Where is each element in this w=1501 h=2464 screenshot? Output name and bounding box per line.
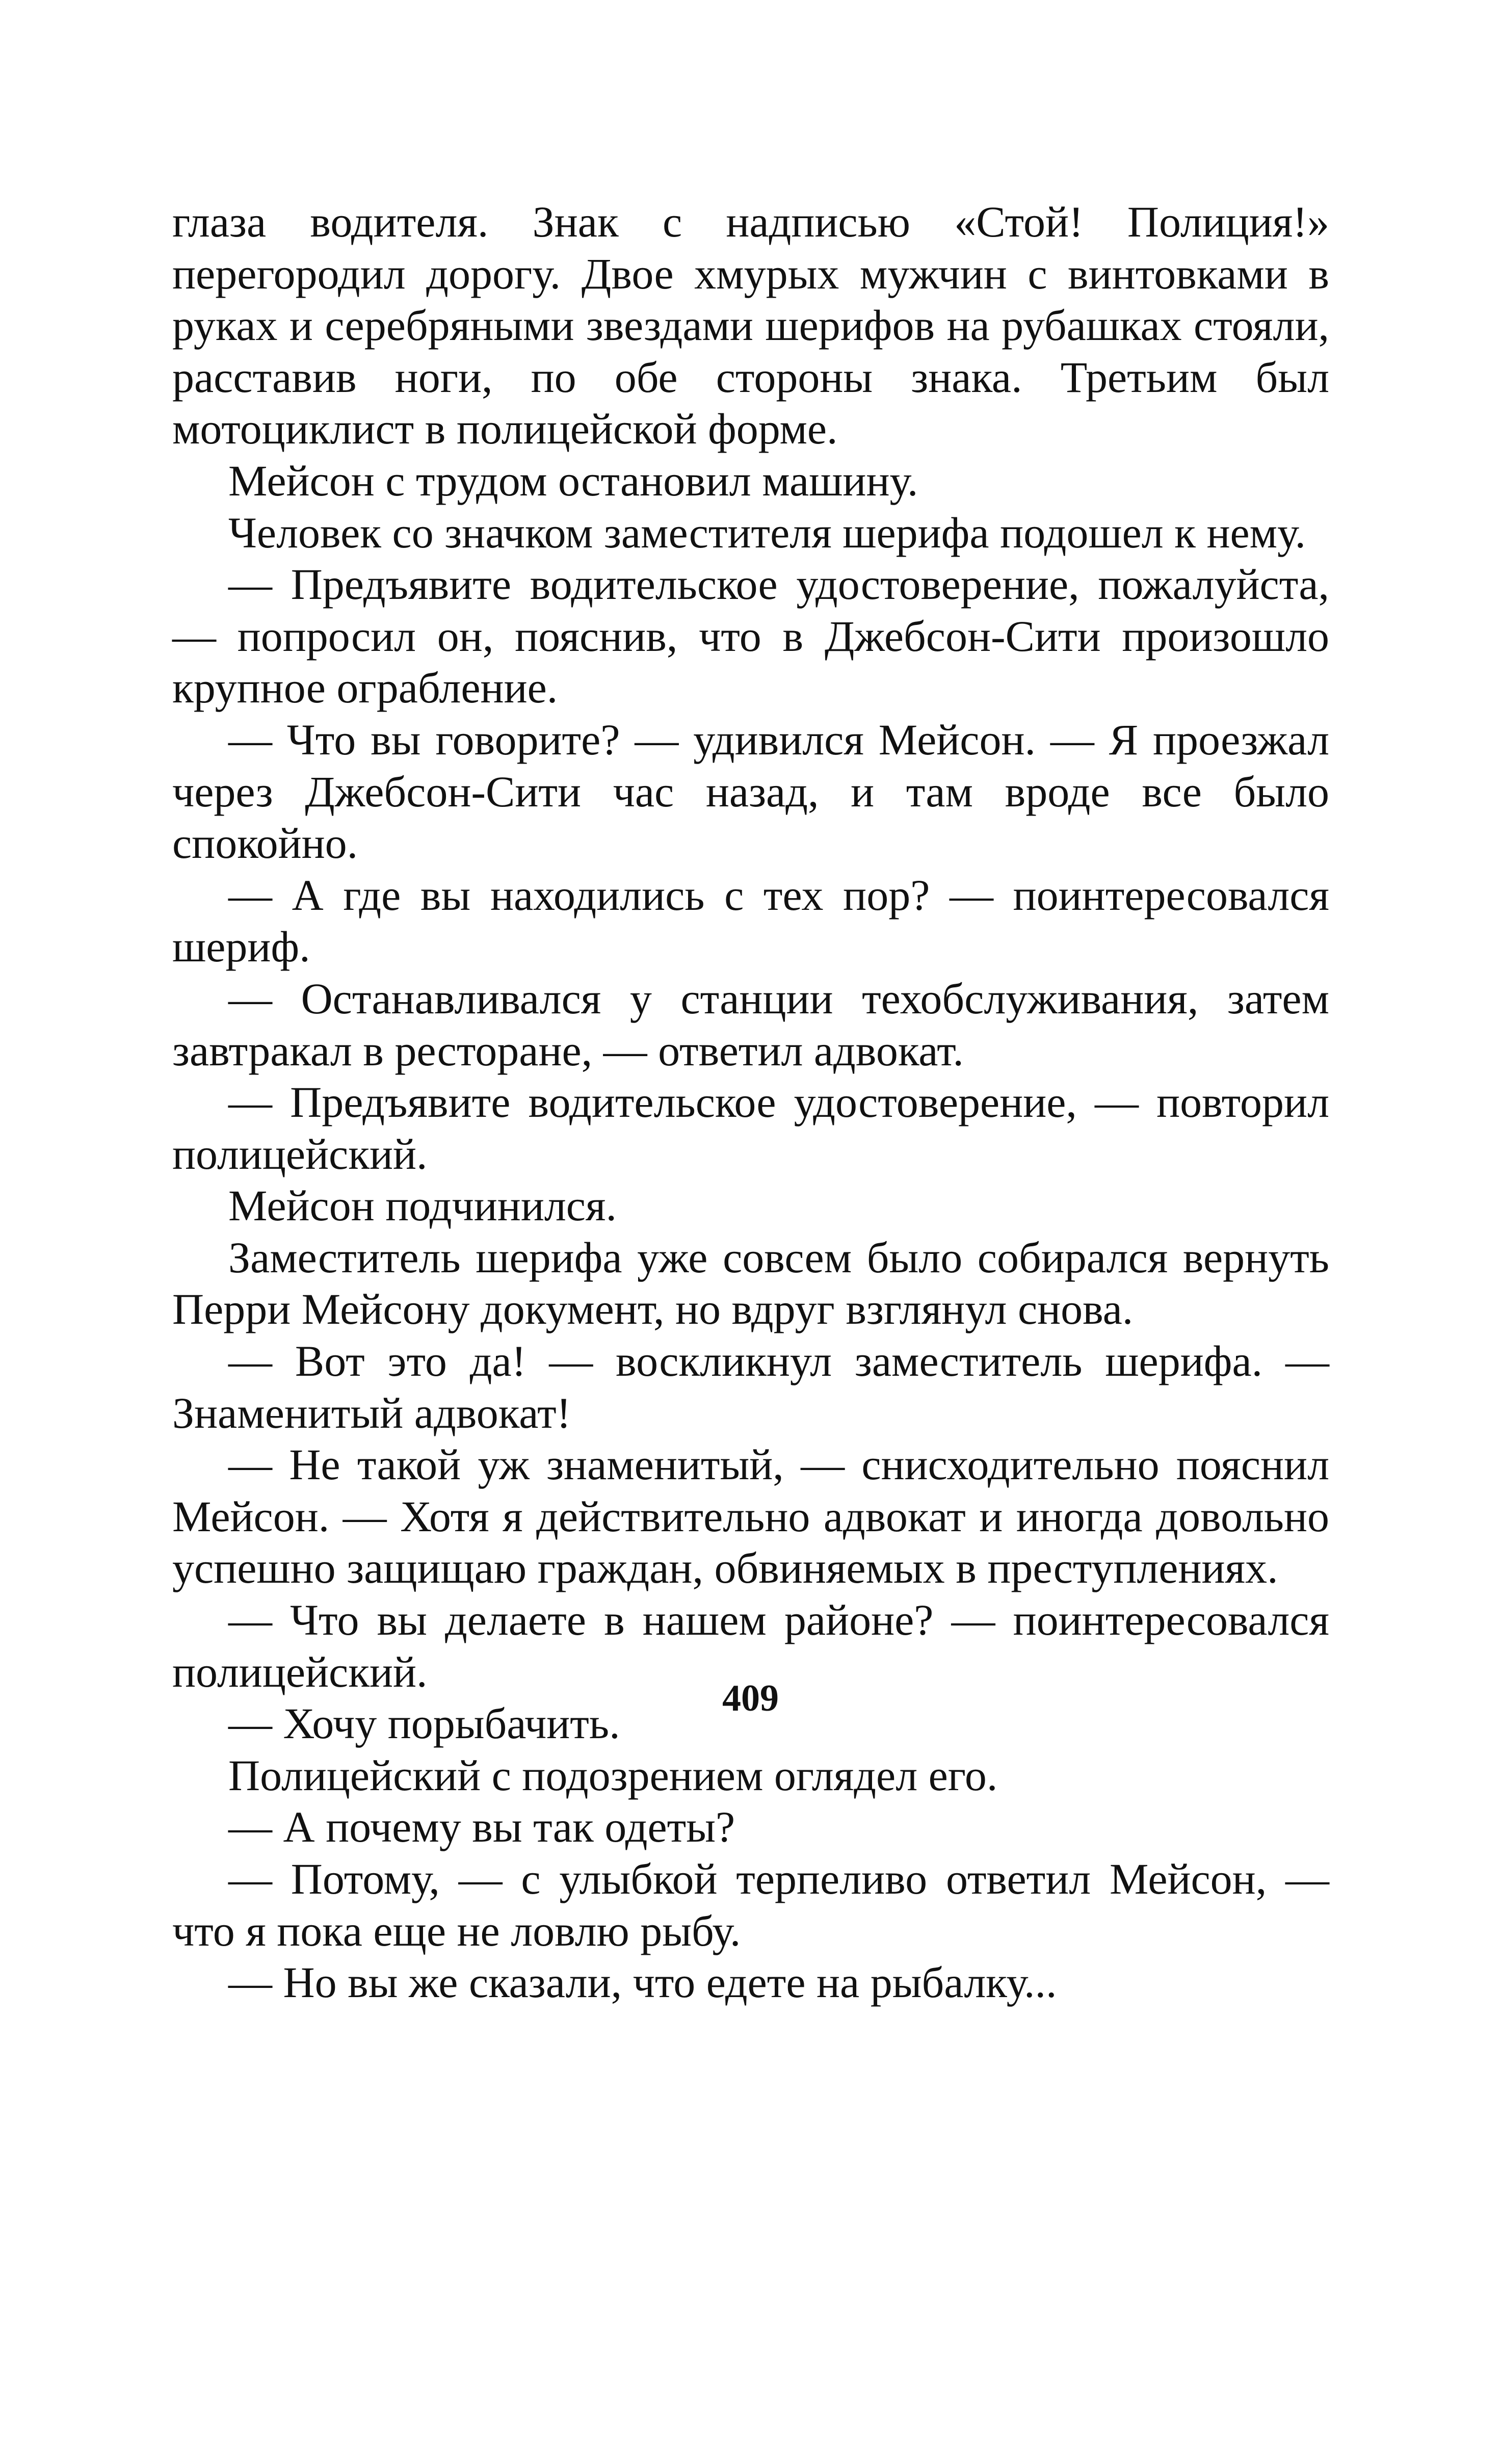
paragraph-15: Полицейский с подозрением оглядел его. (228, 1750, 998, 1800)
paragraph-3: Человек со значком заместителя шерифа подошел к нему. (228, 508, 1306, 557)
paragraph-10: Заместитель шерифа уже совсем было собирался вернуть Перри Мейсону документ, но вдруг взглянул снова. (172, 1233, 1329, 1334)
paragraph-5: — Что вы говорите? — удивился Мейсон. — Я проезжал через Джебсон-Сити час назад, и там вроде все было спокойно. (172, 715, 1329, 868)
paragraph-12: — Не такой уж знаменитый, — снисходительно пояснил Мейсон. — Хотя я действительно адвокат и иногда довольно успешно защищаю граждан, обвиняемых в преступлениях. (172, 1440, 1329, 1593)
body-text (172, 196, 1329, 2009)
paragraph-13: — Что вы делаете в нашем районе? — поинтересовался полицейский. (172, 1595, 1329, 1696)
paragraph-4: — Предъявите водительское удостоверение, пожалуйста, — попросил он, пояснив, что в Джебсон-Сити произошло крупное ограбление. (172, 560, 1329, 713)
paragraph-17: — Потому, — с улыбкой терпеливо ответил Мейсон, — что я пока еще не ловлю рыбу. (172, 1854, 1329, 1955)
paragraph-6: — А где вы находились с тех пор? — поинтересовался шериф. (172, 870, 1329, 972)
paragraph-11: — Вот это да! — воскликнул заместитель шерифа. — Знаменитый адвокат! (172, 1336, 1329, 1437)
paragraph-16: — А почему вы так одеты? (228, 1802, 735, 1852)
paragraph-2: Мейсон с трудом остановил машину. (228, 456, 918, 505)
paragraph-1: глаза водителя. Знак с надписью «Стой! Полиция!» перегородил дорогу. Двое хмурых мужчин с винтовками в руках и серебряными звездами шерифов на рубашках стояли, расставив ноги, по обе стороны знака. Третьим был мотоциклист в полицейской форме. (172, 197, 1329, 454)
page-number: 409 (722, 1677, 779, 1719)
paragraph-18: — Но вы же сказали, что едете на рыбалку... (228, 1958, 1057, 2007)
paragraph-7: — Останавливался у станции техобслуживания, затем завтракал в ресторане, — ответил адвокат. (172, 974, 1329, 1075)
paragraph-14: — Хочу порыбачить. (228, 1699, 620, 1748)
paragraph-9: Мейсон подчинился. (228, 1181, 617, 1230)
paragraph-8: — Предъявите водительское удостоверение, — повторил полицейский. (172, 1078, 1329, 1178)
